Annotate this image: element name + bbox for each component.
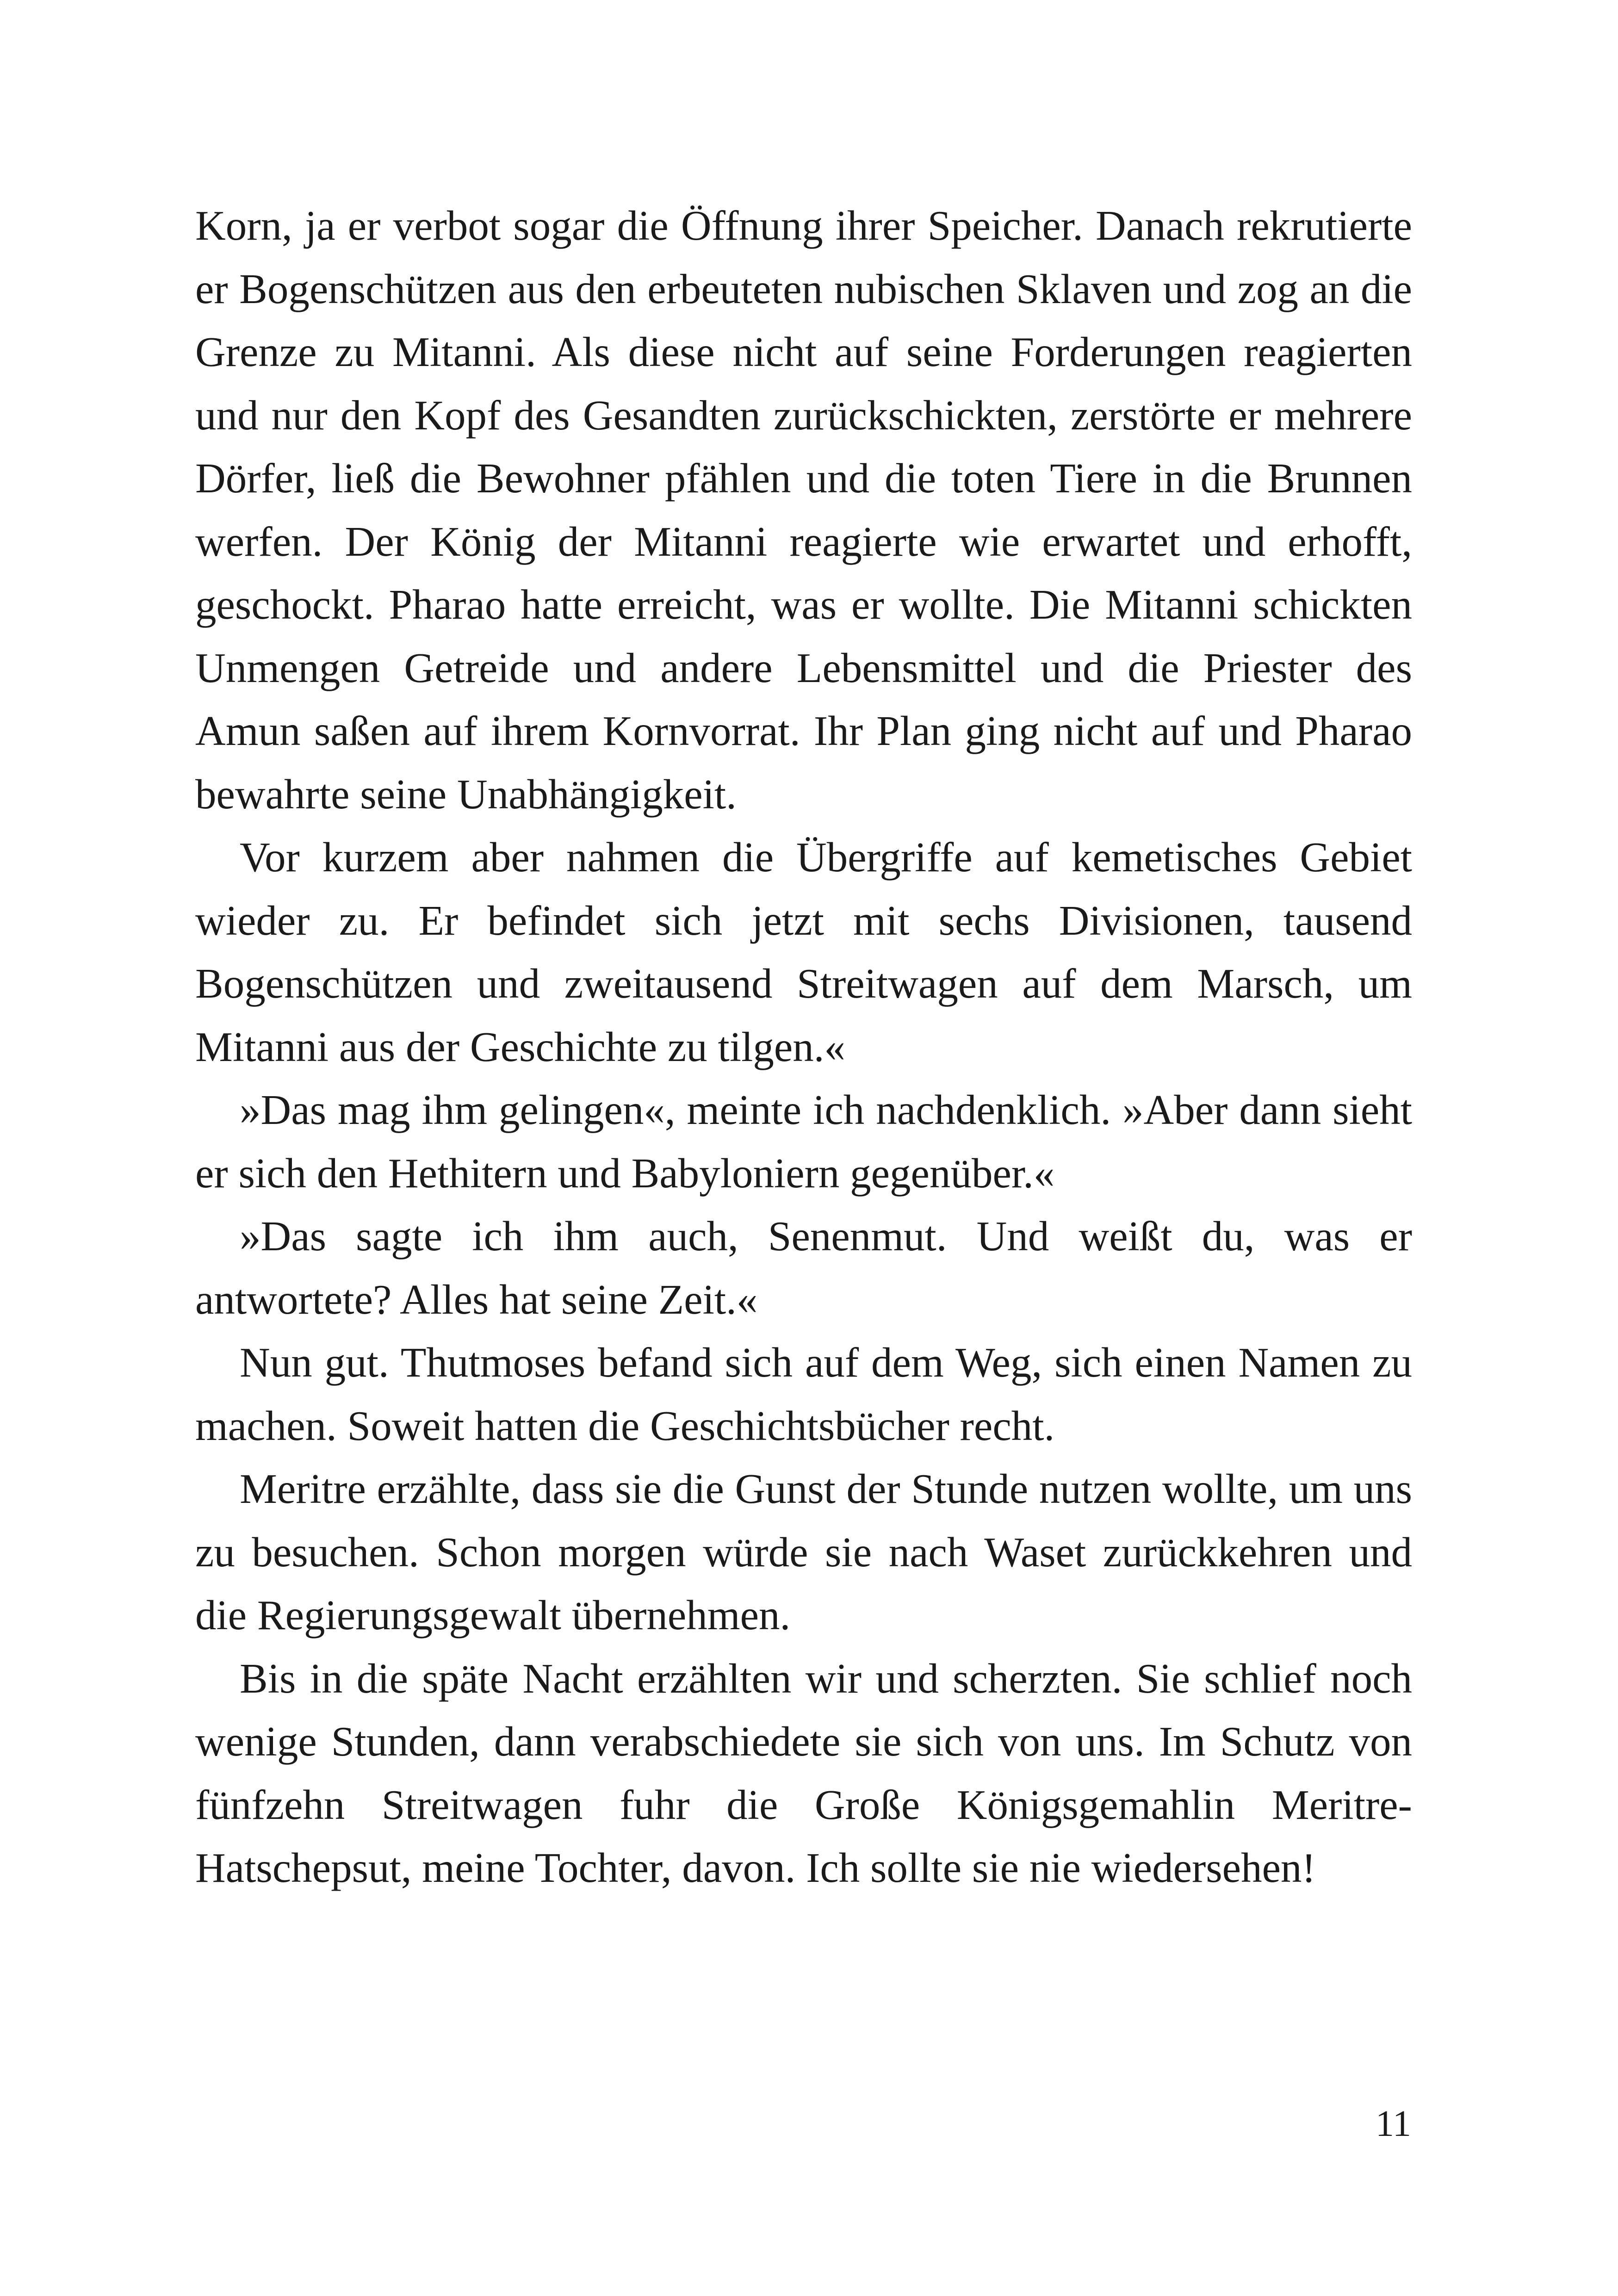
paragraph-4: »Das sagte ich ihm auch, Senenmut. Und weißt du, was er antwortete? Alles hat seine Zeit.« bbox=[195, 1213, 1412, 1323]
body-text bbox=[195, 194, 1412, 1900]
page-number: 11 bbox=[1375, 2104, 1411, 2144]
paragraph-5: Nun gut. Thutmoses befand sich auf dem Weg, sich einen Namen zu machen. Soweit hatten die Geschichtsbücher recht. bbox=[195, 1339, 1412, 1449]
paragraph-1: Korn, ja er verbot sogar die Öffnung ihrer Speicher. Danach rekrutierte er Bogenschützen aus den erbeuteten nubischen Sklaven und zog an die Grenze zu Mitanni. Als diese nicht auf seine Forderungen reagierten und nur den Kopf des Gesandten zurückschickten, zerstörte er mehrere Dörfer, ließ die Bewohner pfählen und die toten Tiere in die Brunnen werfen. Der König der Mitanni reagierte wie erwartet und erhofft, geschockt. Pharao hatte erreicht, was er wollte. Die Mitanni schickten Unmengen Getreide und andere Lebensmittel und die Priester des Amun saßen auf ihrem Kornvorrat. Ihr Plan ging nicht auf und Pharao bewahrte seine Unabhängigkeit. bbox=[195, 202, 1412, 818]
paragraph-2: Vor kurzem aber nahmen die Übergriffe auf kemetisches Gebiet wieder zu. Er befindet sich jetzt mit sechs Divisionen, tausend Bogenschützen und zweitausend Streitwagen auf dem Marsch, um Mitanni aus der Geschichte zu tilgen.« bbox=[195, 834, 1412, 1070]
paragraph-3: »Das mag ihm gelingen«, meinte ich nachdenklich. »Aber dann sieht er sich den Hethitern und Babyloniern gegenüber.« bbox=[195, 1086, 1412, 1197]
paragraph-6: Meritre erzählte, dass sie die Gunst der Stunde nutzen wollte, um uns zu besuchen. Schon morgen würde sie nach Waset zurückkehren und die Regierungsgewalt übernehmen. bbox=[195, 1465, 1412, 1638]
paragraph-7: Bis in die späte Nacht erzählten wir und scherzten. Sie schlief noch wenige Stunden, dann verabschiedete sie sich von uns. Im Schutz von fünfzehn Streitwagen fuhr die Große Königsgemahlin Meritre- Hatschepsut, meine Tochter, davon. Ich sollte sie nie wiedersehen! bbox=[195, 1655, 1412, 1891]
